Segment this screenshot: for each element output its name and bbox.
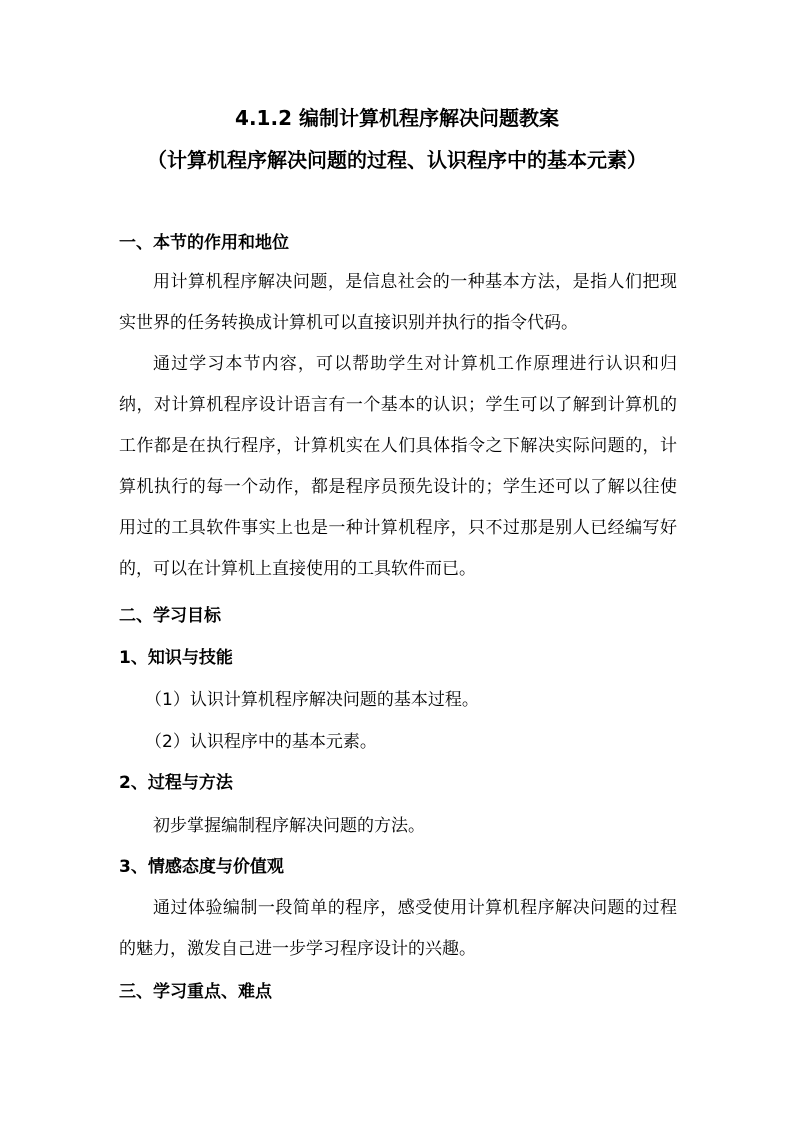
section-1-paragraph-2: 通过学习本节内容，可以帮助学生对计算机工作原理进行认识和归纳，对计算机程序设计语言有一个基本的认识；学生可以了解到计算机的工作都是在执行程序，计算机实在人们具体指令之下解决实际问题的，计算机执行的每一个动作，都是程序员预先设计的；学生还可以了解以往使用过的工具软件事实上也是一种计算机程序，只不过那是别人已经编写好的，可以在计算机上直接使用的工具软件而已。 [119,354,677,579]
document-subtitle: （计算机程序解决问题的过程、认识程序中的基本元素） [147,148,647,172]
objective-item-2: （2）认识程序中的基本元素。 [145,732,377,752]
objective-item-1: （1）认识计算机程序解决问题的基本过程。 [145,690,479,710]
process-methods-text: 初步掌握编制程序解决问题的方法。 [153,816,425,836]
document-title: 4.1.2 编制计算机程序解决问题教案 [235,106,559,130]
subsection-process-methods-heading: 2、过程与方法 [119,773,233,793]
section-3-heading: 三、学习重点、难点 [119,982,272,1002]
section-1-heading: 一、本节的作用和地位 [119,233,289,253]
section-1-paragraph-1: 用计算机程序解决问题，是信息社会的一种基本方法，是指人们把现实世界的任务转换成计算机可以直接识别并执行的指令代码。 [119,272,677,333]
subsection-attitude-values-heading: 3、情感态度与价值观 [119,857,284,877]
section-2-heading: 二、学习目标 [119,606,221,626]
attitude-values-text: 通过体验编制一段简单的程序，感受使用计算机程序解决问题的过程的魅力，激发自己进一步学习程序设计的兴趣。 [119,898,677,959]
subsection-knowledge-skills-heading: 1、知识与技能 [119,648,233,668]
